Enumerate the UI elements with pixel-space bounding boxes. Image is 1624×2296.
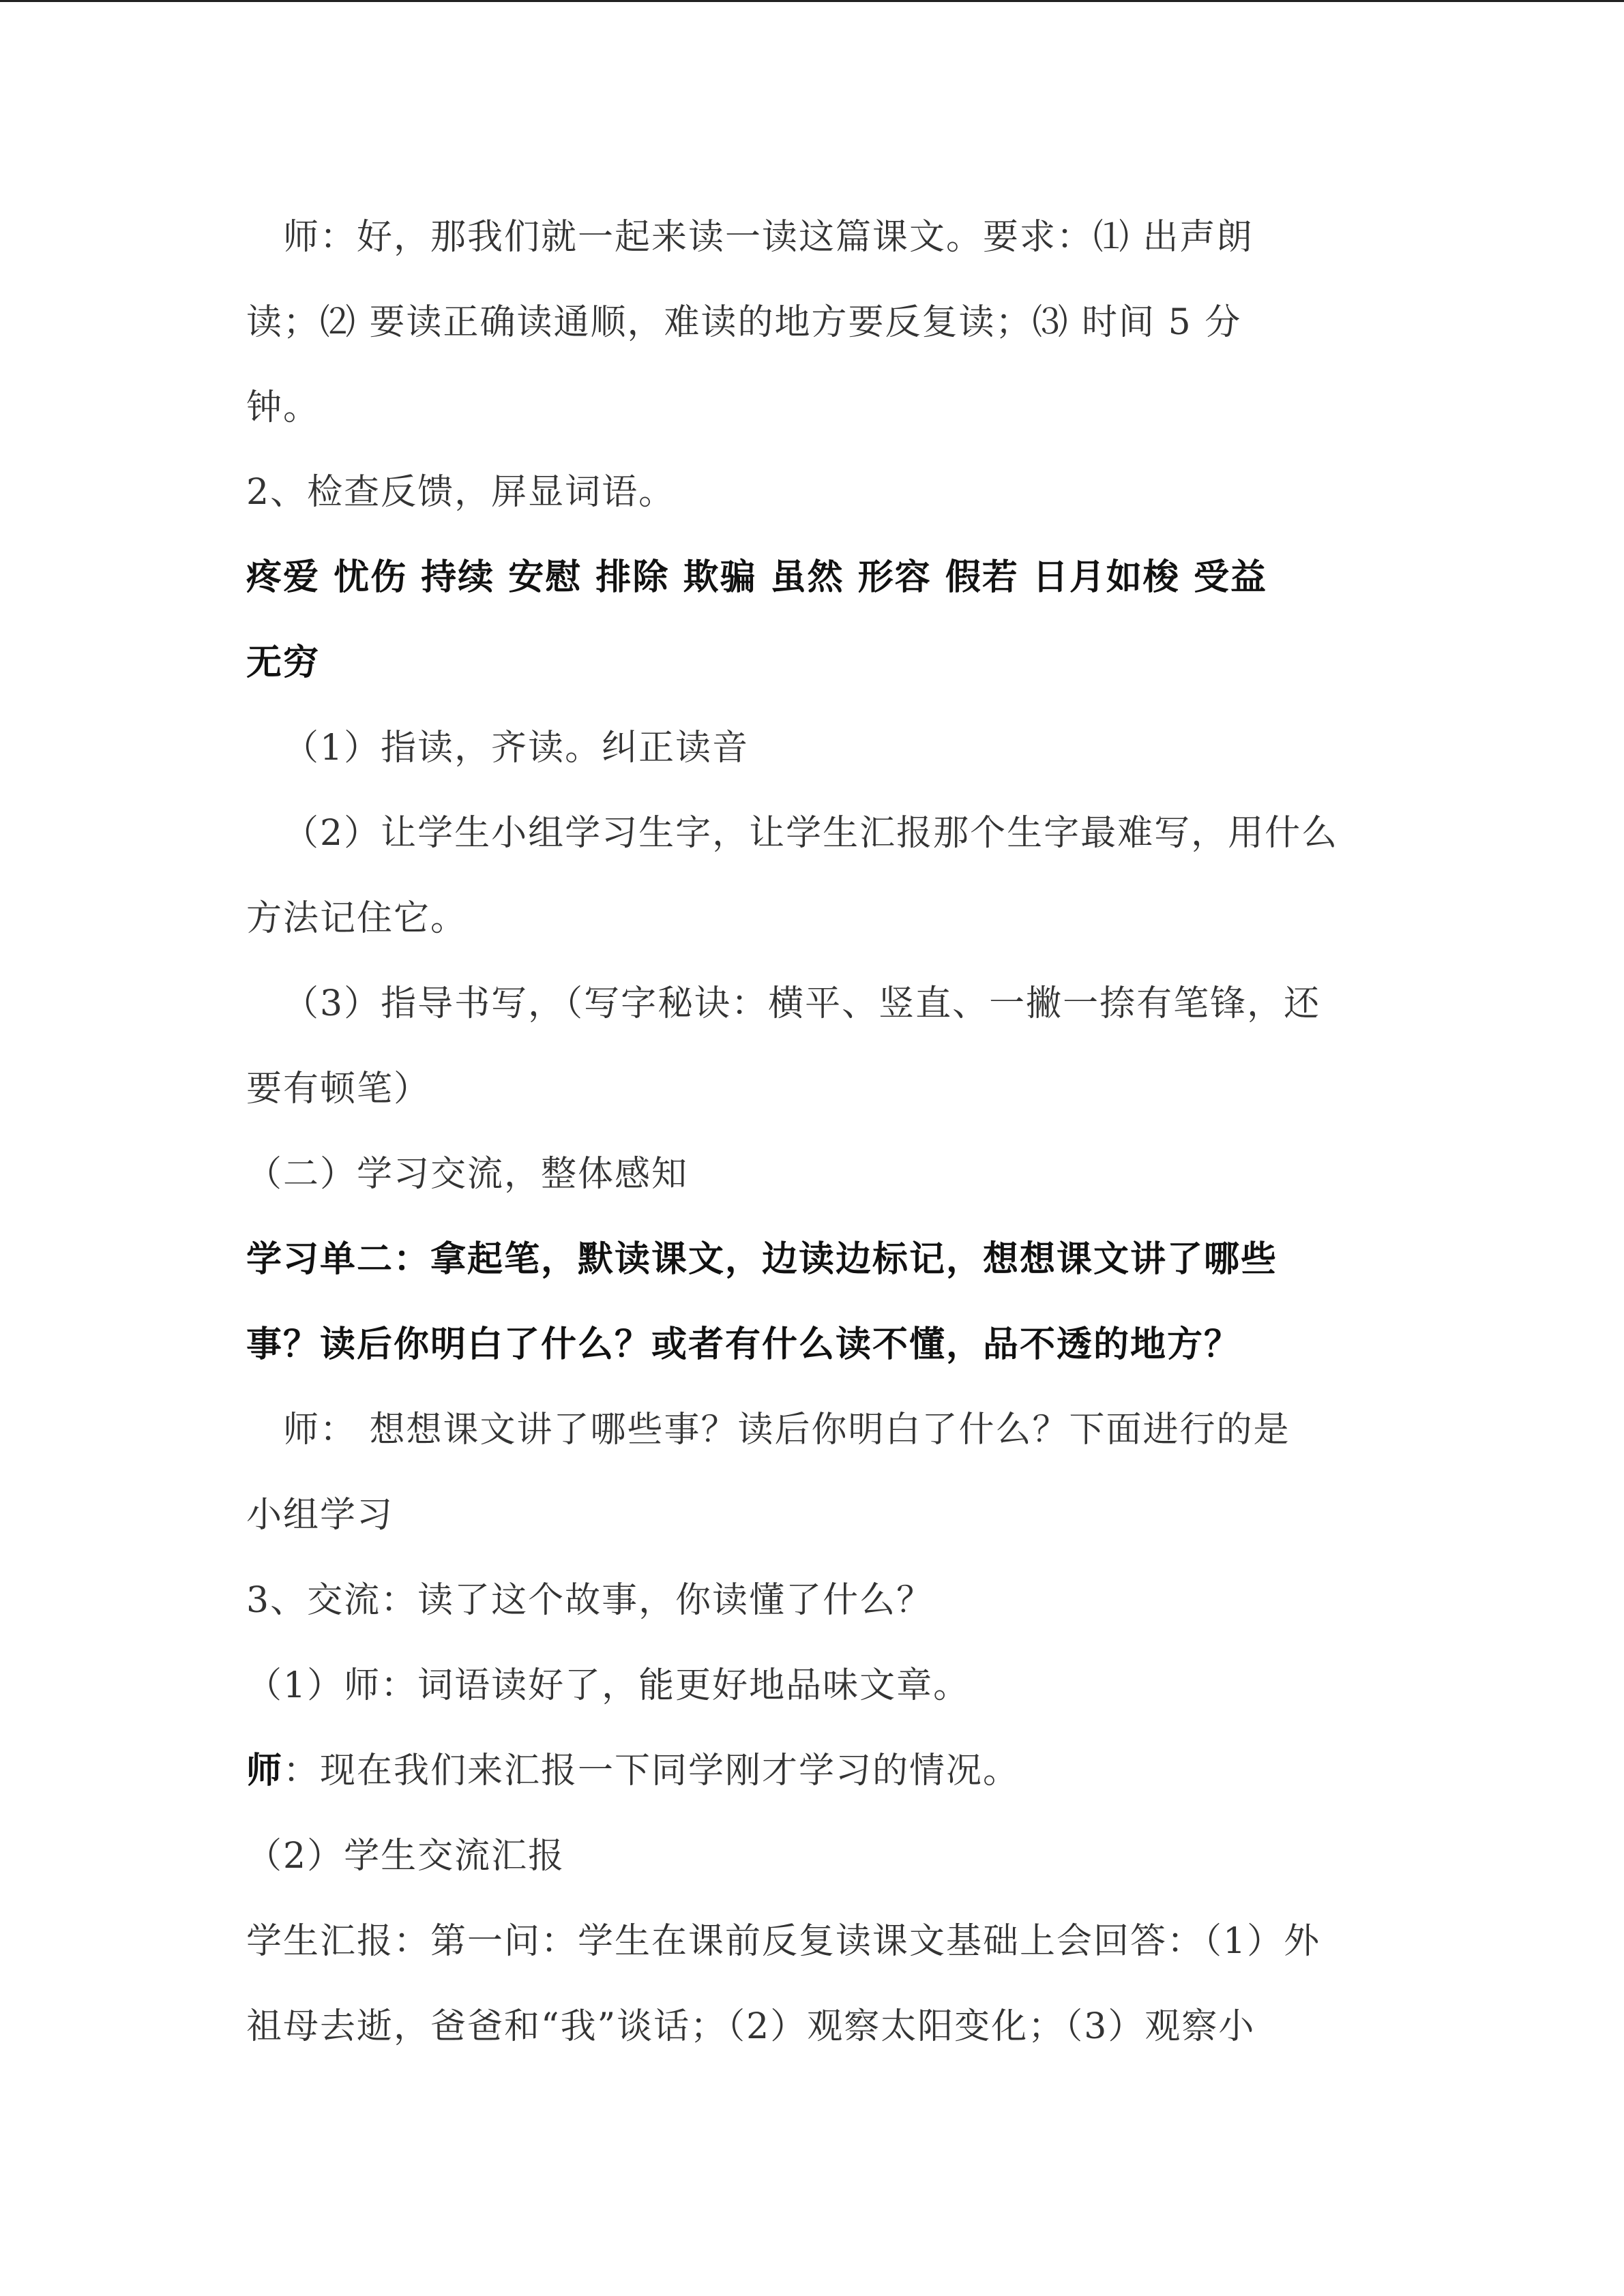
paragraph-line: 师：好，那我们就一起来读一读这篇课文。要求：⑴ 出声朗 xyxy=(283,217,1254,258)
vocabulary-list: 疼爱 忧伤 持续 安慰 排除 欺骗 虽然 形容 假若 日月如梭 受益 xyxy=(246,557,1268,598)
paragraph-line: 钟。 xyxy=(246,387,321,428)
paragraph-line: 小组学习 xyxy=(246,1495,394,1536)
paragraph-line: （1）师：词语读好了，能更好地品味文章。 xyxy=(246,1665,971,1706)
section-heading: 3、交流：读了这个故事，你读懂了什么？ xyxy=(246,1580,934,1621)
teacher-label: 师 xyxy=(246,1750,284,1791)
paragraph-line: （3）指导书写，（写字秘诀：横平、竖直、一撇一捺有笔锋，还 xyxy=(283,983,1321,1024)
paragraph-line: 方法记住它。 xyxy=(246,898,468,939)
paragraph-line: 师： 想想课文讲了哪些事？读后你明白了什么？下面进行的是 xyxy=(283,1410,1290,1450)
top-border xyxy=(0,0,1624,2)
paragraph-line: 读；⑵ 要读正确读通顺，难读的地方要反复读；⑶ 时间 5 分 xyxy=(246,302,1242,343)
paragraph-line: （1）指读，齐读。纠正读音 xyxy=(283,728,750,769)
section-heading: 2、检查反馈，屏显词语。 xyxy=(246,472,676,513)
paragraph-line: （2）学生交流汇报 xyxy=(246,1836,565,1877)
worksheet-prompt: 事？读后你明白了什么？或者有什么读不懂，品不透的地方？ xyxy=(246,1324,1241,1365)
teacher-remark: ：现在我们来汇报一下同学刚才学习的情况。 xyxy=(283,1750,1020,1791)
paragraph-line: 祖母去逝，爸爸和“我”谈话；（2）观察太阳变化；（3）观察小 xyxy=(246,2006,1256,2047)
section-heading: （二）学习交流，整体感知 xyxy=(246,1154,689,1195)
paragraph-line: 学生汇报：第一问：学生在课前反复读课文基础上会回答：（1）外 xyxy=(246,1921,1321,1962)
worksheet-prompt: 学习单二：拿起笔，默读课文，边读边标记，想想课文讲了哪些 xyxy=(246,1239,1278,1280)
vocabulary-list: 无穷 xyxy=(246,642,321,683)
paragraph-line: （2）让学生小组学习生字，让学生汇报那个生字最难写，用什么 xyxy=(283,813,1339,854)
paragraph-line: 要有顿笔） xyxy=(246,1069,431,1109)
paragraph-line xyxy=(246,1750,1020,1791)
